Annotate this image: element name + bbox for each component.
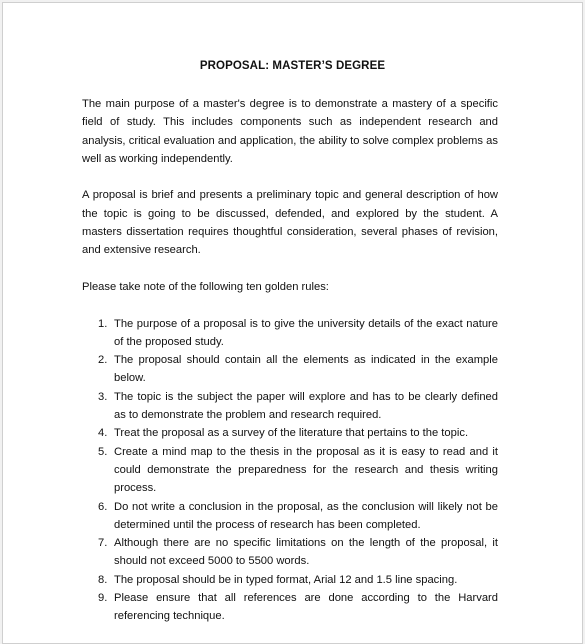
rule-item — [82, 351, 498, 388]
document-page — [2, 2, 583, 644]
rule-text: Do not write a conclusion in the proposal, as the conclusion will likely not be determined until the process of research has been completed. — [114, 500, 498, 531]
rule-item — [82, 424, 498, 442]
rule-number: 7. — [98, 537, 108, 550]
rule-item — [82, 589, 498, 626]
rule-item — [82, 443, 498, 498]
rule-item — [82, 498, 498, 535]
intro-paragraph: The main purpose of a master's degree is to demonstrate a mastery of a specific field of study. This includes components such as independent research and analysis, critical evaluation and application, the ability to solve complex problems as well as working independently. — [82, 98, 498, 165]
rule-number: 1. — [98, 317, 108, 330]
rule-item — [82, 571, 498, 589]
rule-text: Please ensure that all references are done according to the Harvard referencing technique. — [114, 592, 498, 623]
rule-text: The purpose of a proposal is to give the university details of the exact nature of the proposed study. — [114, 317, 498, 348]
rule-text: Although there are no specific limitations on the length of the proposal, it should not exceed 5000 to 5500 words. — [114, 537, 498, 568]
rule-text: The proposal should be in typed format, Arial 12 and 1.5 line spacing. — [114, 573, 458, 586]
rule-item — [82, 534, 498, 571]
rule-number: 9. — [98, 592, 108, 605]
proposal-description-paragraph: A proposal is brief and presents a preliminary topic and general description of how the topic is going to be discussed, defended, and explored by the student. A masters dissertation requires thoughtful consideration, several phases of revision, and extensive research. — [82, 189, 498, 257]
rule-number: 2. — [98, 354, 108, 367]
golden-rules-list — [82, 315, 498, 626]
document-body — [82, 95, 498, 626]
rule-item — [82, 315, 498, 352]
golden-rules-intro: Please take note of the following ten golden rules: — [82, 280, 329, 293]
rule-number: 5. — [98, 445, 108, 458]
rule-number: 6. — [98, 500, 108, 513]
document-title: PROPOSAL: MASTER’S DEGREE — [199, 60, 386, 72]
rule-text: Create a mind map to the thesis in the proposal as it is easy to read and it could demonstrate the preparedness for the research and thesis writing process. — [114, 445, 498, 495]
rule-text: Treat the proposal as a survey of the literature that pertains to the topic. — [114, 427, 469, 440]
rule-number: 4. — [98, 427, 108, 440]
rule-number: 3. — [98, 390, 108, 403]
rule-number: 8. — [98, 573, 108, 586]
rule-item — [82, 388, 498, 425]
rule-text: The proposal should contain all the elements as indicated in the example below. — [114, 354, 498, 385]
rule-text: The topic is the subject the paper will explore and has to be clearly defined as to demonstrate the problem and research required. — [114, 390, 498, 422]
